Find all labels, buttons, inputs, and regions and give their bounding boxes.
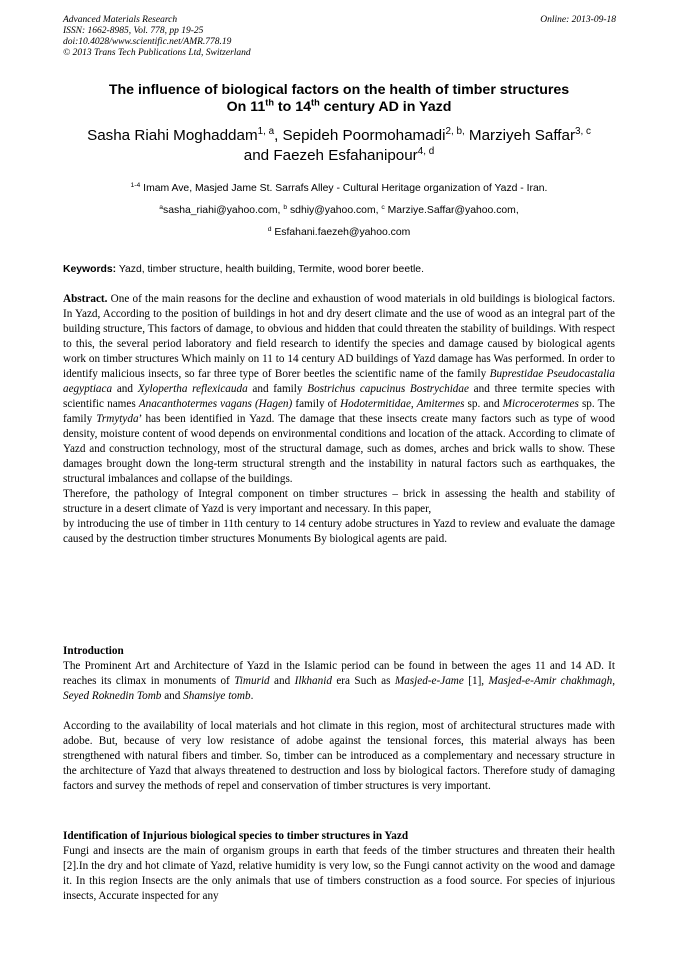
- authors-line-1: [30, 126, 648, 146]
- intro-italic: Timurid: [234, 675, 270, 687]
- intro-text: The Prominent Art and Architecture of Yazd in the Islamic period can be found in between the ages 11 and 14 AD. It reaches its climax in monuments of: [63, 660, 615, 687]
- title-sup: th: [265, 97, 274, 108]
- section-heading-introduction: Introduction: [63, 645, 124, 657]
- abstract-text: ’ has been identified in Yazd. The damage that these insects create many factors such as type of wood density, moisture content of wood depends on environmental conditions and location of the attack. According to climate of Yazd and construction technology, most of the structural damage, such as domes, arches and brick walls to show. These damages brought down the long-term structural strength and the instability in natural factors such as earthquakes, the structural imbalances and collapse of the buildings.: [63, 413, 615, 485]
- abstract-text: One of the main reasons for the decline and exhaustion of wood materials in old buildings is biological factors. In Yazd, According to the position of buildings in hot and dry desert climate and the use of wood as an integral part of the building structure, This factors of damage, to obvious and hidden that could threaten the stability of buildings. With respect to this, the several period laboratory and field research to identify the species and damage caused by biological agents work on timber structures Which mainly on 11 to 14 century AD buildings of Yazd damage has Was performed. In order to identify malicious insects, so far three type of Borer beetles the scientific name of the family: [63, 293, 615, 380]
- intro-text: era Such as: [331, 675, 395, 687]
- copyright: © 2013 Trans Tech Publications Ltd, Switzerland: [63, 48, 251, 58]
- email-sup: b: [283, 203, 288, 211]
- affiliation-address: [30, 178, 648, 200]
- author-name: Marziyeh Saffar: [464, 127, 575, 144]
- affiliation-block: [30, 178, 648, 244]
- species-name: Buprestidae Pseudocastalia aegyptiaca: [63, 368, 616, 395]
- abstract-text: and three termite species with scientific names: [63, 383, 616, 410]
- title-sup: th: [311, 97, 320, 108]
- email-sup: d: [267, 225, 272, 233]
- intro-text: and: [161, 690, 184, 702]
- keywords: [63, 264, 615, 275]
- affil-sup: 1-4: [130, 181, 141, 189]
- author-name: Sasha Riahi Moghaddam: [87, 127, 258, 144]
- abstract-paragraph-3: by introducing the use of timber in 11th century to 14 century adobe structures in Yazd to review and evaluate the damage caused by the destruction timber structures Monuments By biological agents are paid.: [63, 518, 615, 545]
- online-date: Online: 2013-09-18: [540, 15, 616, 25]
- author-name: , Sepideh Poormohamadi: [274, 127, 446, 144]
- intro-italic: Masjed-e-Jame: [394, 675, 464, 687]
- abstract-paragraph-2: Therefore, the pathology of Integral component on timber structures – brick in assessing the health and stability of structure in a desert climate of Yazd is very important and necessary. In this paper,: [63, 488, 615, 515]
- abstract-text: sp. and: [464, 398, 503, 410]
- intro-text: [1],: [463, 675, 489, 687]
- keywords-text: Yazd, timber structure, health building, Termite, wood borer beetle.: [116, 264, 424, 275]
- affiliation-email-last: [30, 222, 648, 244]
- introduction-paragraph-2: According to the availability of local materials and hot climate in this region, most of architectural structures made with adobe. But, because of very low resistance of adobe against the tensional forces, this material always has been strengthened with natural fibers and timber. So, timber can be introduced as a complementary and necessary structure in the architecture of Yazd that always threatened to destruction and loss by biological factors. Therefore study of damaging factors and survey the methods of repel and conservation of timber structures is very important.: [63, 720, 615, 792]
- intro-text: ,: [612, 675, 616, 687]
- author-list: [30, 126, 648, 166]
- species-name: Trmytyda: [96, 413, 139, 425]
- intro-text: .: [250, 690, 254, 702]
- species-name: Bostrichus capucinus Bostrychidae: [307, 383, 469, 395]
- species-name: Anacanthotermes vagans (Hagen): [138, 398, 293, 410]
- author-affil-sup: 4, d: [417, 146, 435, 158]
- journal-header: [63, 15, 251, 59]
- paper-title: [40, 82, 638, 116]
- title-line-2: [40, 99, 638, 116]
- species-name: Microcerotermes: [502, 398, 579, 410]
- author-affil-sup: 2, b,: [445, 126, 465, 138]
- abstract-text: sp. The family: [63, 398, 615, 425]
- author-name: and Faezeh Esfahanipour: [243, 147, 418, 164]
- author-affil-sup: 3, c: [575, 126, 591, 138]
- section-heading-identification: Identification of Injurious biological species to timber structures in Yazd: [63, 830, 409, 842]
- species-name: Xylopertha reflexicauda: [137, 383, 248, 395]
- abstract-text: and: [112, 383, 138, 395]
- intro-italic: Shamsiye tomb: [183, 690, 251, 702]
- intro-text: and: [269, 675, 295, 687]
- title-part: century AD in Yazd: [319, 99, 452, 115]
- abstract-text: and family: [247, 383, 308, 395]
- authors-line-2: [30, 146, 648, 166]
- title-part: On 11: [226, 99, 266, 115]
- email-link[interactable]: Marziye.Saffar@yahoo.com,: [384, 205, 519, 216]
- intro-italic: Masjed-e-Amir chakhmagh: [488, 675, 613, 687]
- title-line-1: The influence of biological factors on the health of timber structures: [108, 82, 570, 98]
- issn: ISSN: 1662-8985, Vol. 778, pp 19-25: [63, 26, 204, 36]
- identification-paragraph-1: Fungi and insects are the main of organism groups in earth that feeds of the timber structures and threaten their health [2].In the dry and hot climate of Yazd, relative humidity is very low, so the Fungi cannot activity on the wood and damage it. In this region Insects are the only animals that use of timbers construction as a food source. For species of injurious insects, Accurate inspected for any: [63, 845, 615, 902]
- abstract: [63, 292, 615, 547]
- author-affil-sup: 1, a: [257, 126, 275, 138]
- affiliation-emails: [30, 200, 648, 222]
- species-name: Hodotermitidae, Amitermes: [340, 398, 465, 410]
- introduction-paragraph-1: [63, 659, 615, 704]
- intro-italic: Seyed Roknedin Tomb: [63, 690, 162, 702]
- affil-text: Imam Ave, Masjed Jame St. Sarrafs Alley - Cultural Heritage organization of Yazd - Iran.: [140, 183, 548, 194]
- keywords-label: Keywords:: [63, 264, 117, 275]
- abstract-text: family of: [292, 398, 341, 410]
- email-link[interactable]: sasha_riahi@yahoo.com,: [163, 205, 284, 216]
- email-link[interactable]: sdhiy@yahoo.com,: [287, 205, 382, 216]
- abstract-label: Abstract.: [63, 293, 108, 305]
- intro-italic: Ilkhanid: [294, 675, 332, 687]
- doi: doi:10.4028/www.scientific.net/AMR.778.19: [63, 37, 232, 47]
- email-link[interactable]: Esfahani.faezeh@yahoo.com: [271, 227, 411, 238]
- title-part: to 14: [273, 99, 312, 115]
- email-sup: c: [381, 203, 385, 211]
- journal-name: Advanced Materials Research: [63, 15, 178, 25]
- email-sup: a: [159, 203, 164, 211]
- abstract-paragraph-1: [63, 292, 615, 487]
